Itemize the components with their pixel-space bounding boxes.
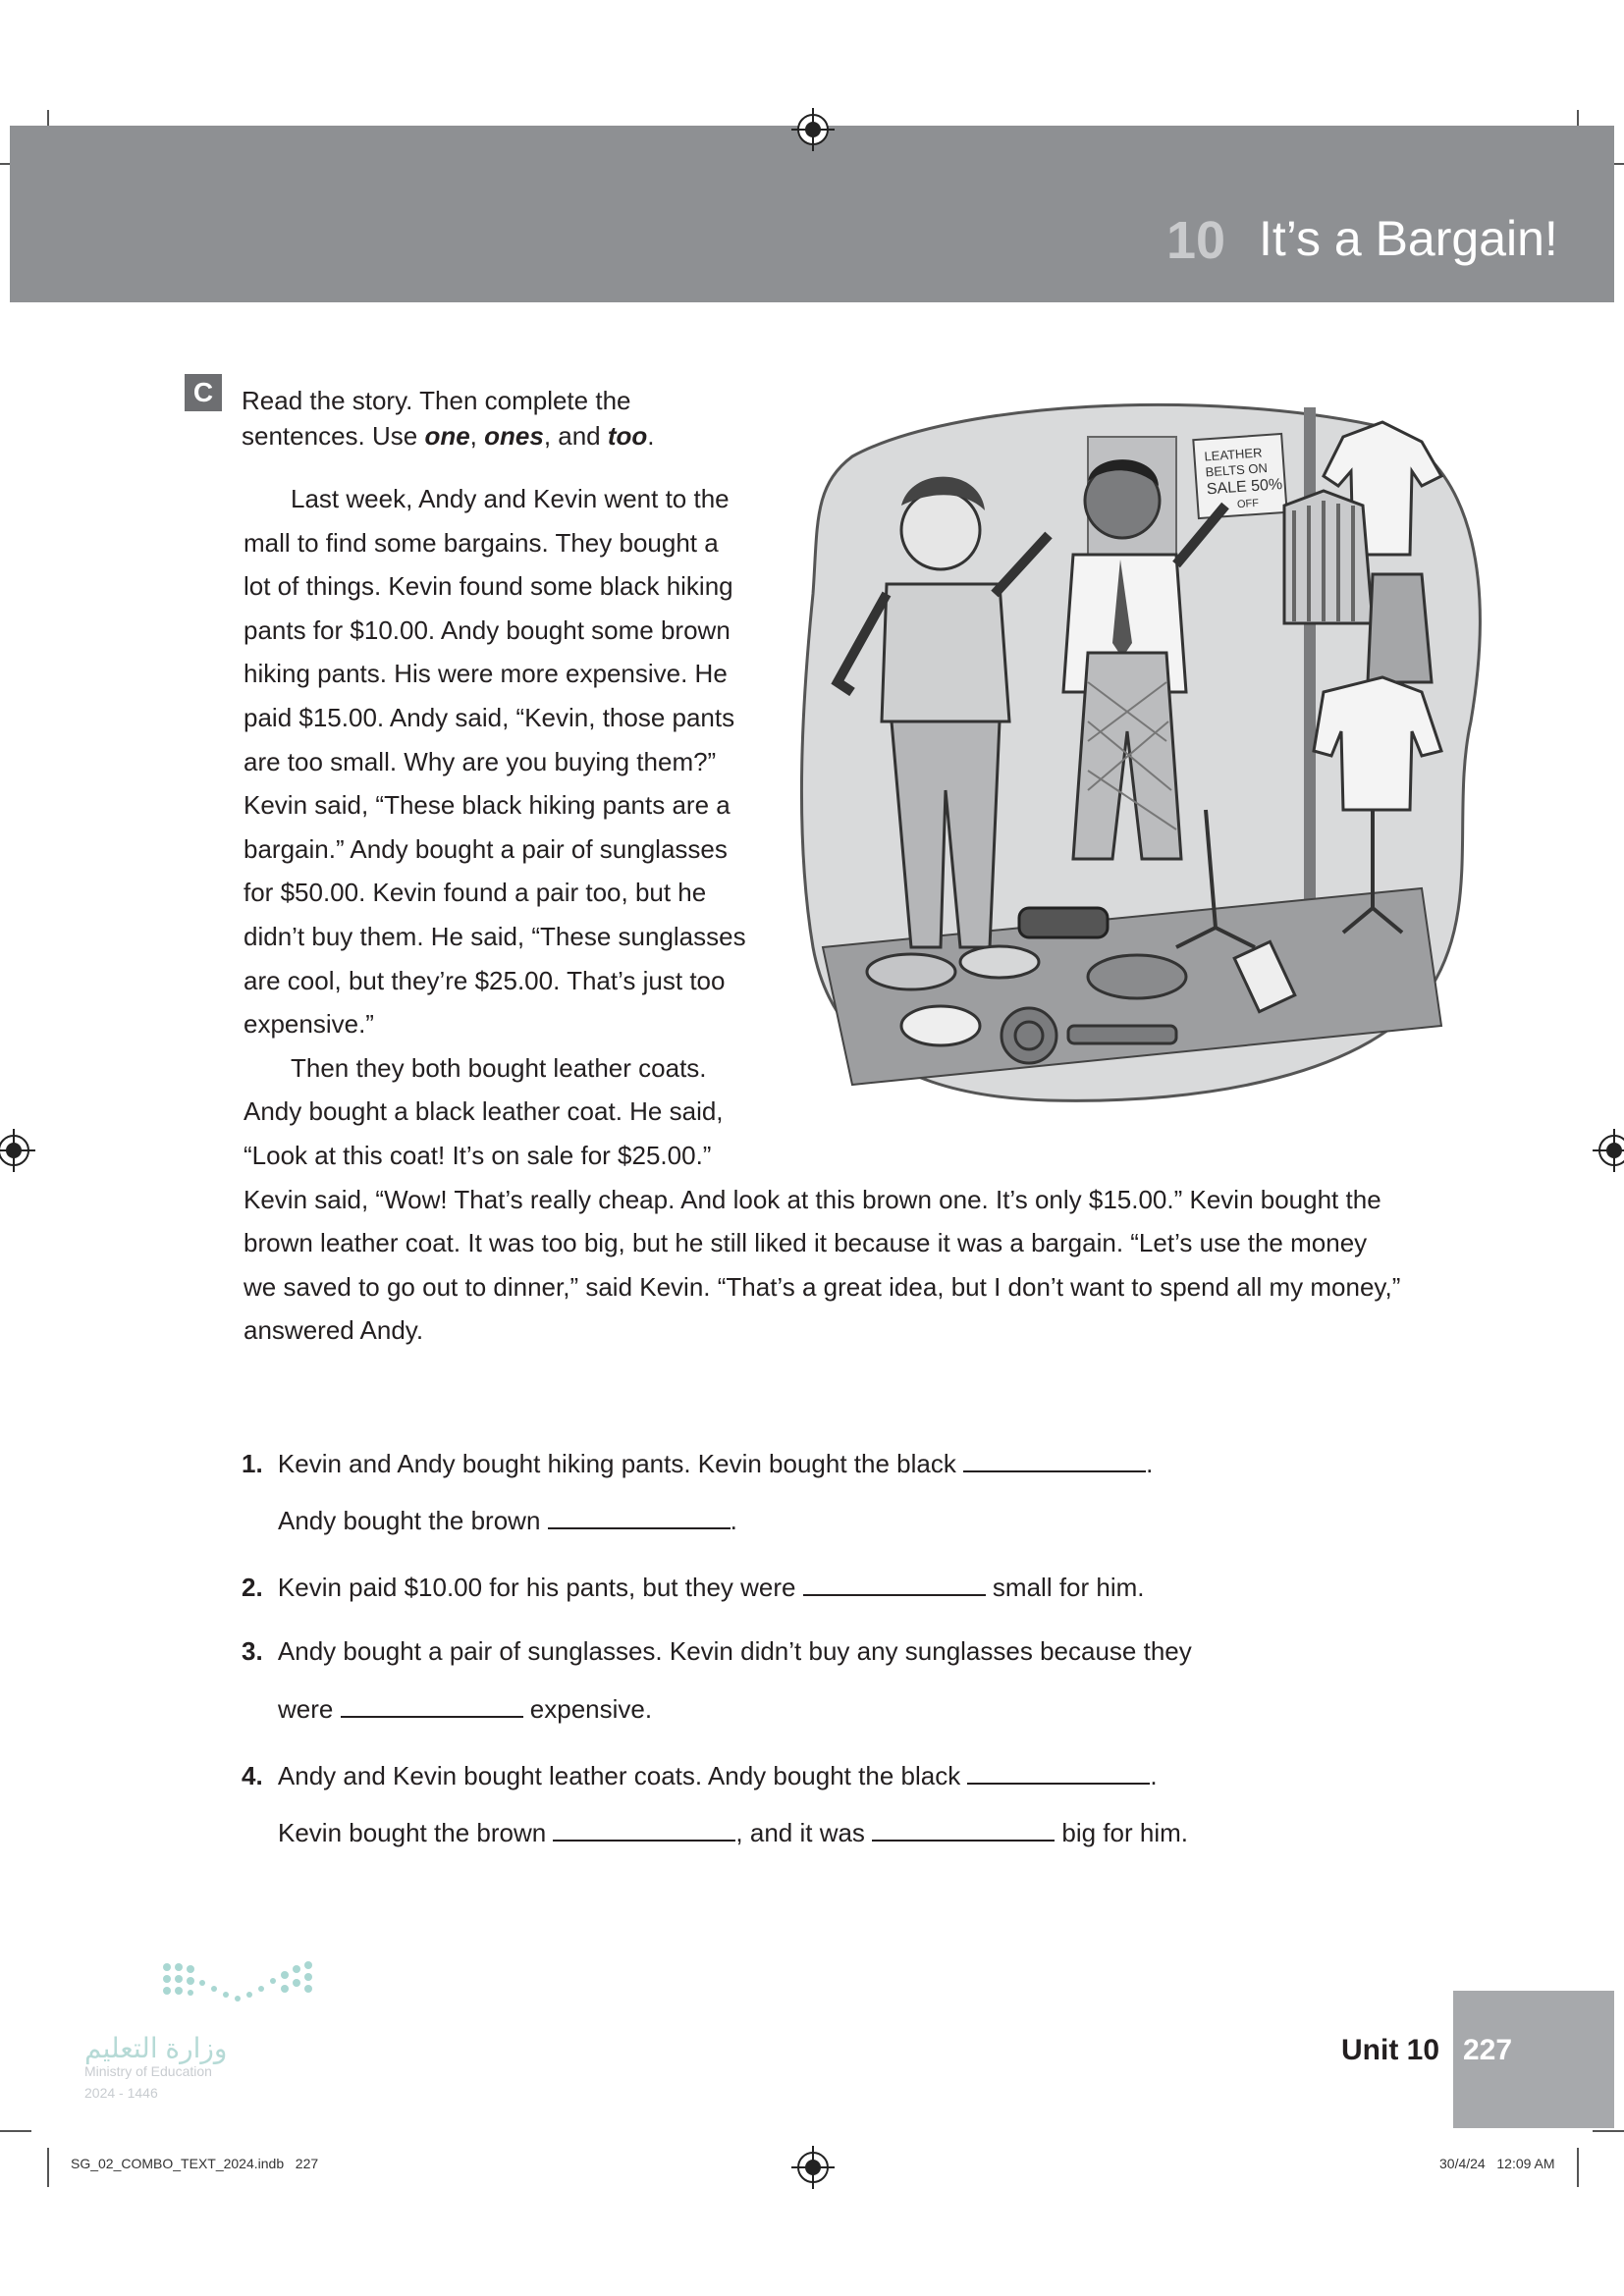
registration-mark-icon: [1598, 1135, 1624, 1166]
registration-mark-icon: [797, 114, 829, 145]
instructions-line: Read the story. Then complete the: [242, 386, 631, 415]
registration-mark-icon: [0, 1135, 29, 1166]
unit-title: It’s a Bargain!: [1259, 211, 1558, 266]
exercise-number: 4.: [242, 1761, 263, 1790]
story-line: pants for $10.00. Andy bought some brown: [244, 614, 731, 645]
answer-blank[interactable]: [341, 1690, 523, 1718]
section-letter-badge: C: [185, 374, 222, 411]
exercise-item-4: 4. Andy and Kevin bought leather coats. Andy bought the black .: [242, 1757, 1158, 1793]
sale-sign-line: OFF: [1236, 497, 1260, 511]
story-line: expensive.”: [244, 1009, 374, 1040]
exercise-number: 2.: [242, 1573, 263, 1602]
exercise-text: Andy bought the brown: [278, 1506, 548, 1535]
footer-unit-label: Unit 10: [1341, 2034, 1440, 2066]
story-line: Kevin said, “These black hiking pants are a: [244, 790, 731, 821]
story-line: we saved to go out to dinner,” said Kevin. “That’s a great idea, but I don’t want to spend all my money,”: [244, 1271, 1401, 1302]
story-line: lot of things. Kevin found some black hiking: [244, 571, 733, 602]
exercise-text: Andy and Kevin bought leather coats. Andy bought the black: [277, 1761, 968, 1790]
shopping-illustration: [793, 398, 1492, 1109]
exercise-item-4-line-2: Kevin bought the brown , and it was big for him.: [278, 1814, 1188, 1850]
keyword-ones: ones: [484, 421, 544, 451]
page-number: 227: [1463, 2034, 1513, 2066]
exercise-text: Kevin bought the brown: [278, 1818, 554, 1847]
story-line: are too small. Why are you buying them?”: [244, 746, 717, 776]
crop-mark: [0, 2130, 31, 2132]
answer-blank[interactable]: [553, 1814, 735, 1842]
keyword-too: too: [607, 421, 648, 451]
exercise-item-1: 1. Kevin and Andy bought hiking pants. Kevin bought the black .: [242, 1445, 1153, 1481]
instructions-line: sentences. Use one, ones, and too.: [242, 421, 655, 451]
story-line: didn’t buy them. He said, “These sunglasses: [244, 921, 746, 951]
sale-sign-line: BELTS ON: [1205, 460, 1269, 480]
exercise-text: were: [278, 1694, 341, 1724]
ministry-name-english: Ministry of Education: [84, 2063, 212, 2079]
slug-date: 30/4/24 12:09 AM: [1439, 2156, 1555, 2171]
story-line: are cool, but they’re $25.00. That’s just too: [244, 965, 726, 995]
story-line: mall to find some bargains. They bought a: [244, 527, 719, 558]
story-line: Then they both bought leather coats.: [291, 1052, 707, 1083]
answer-blank[interactable]: [872, 1814, 1055, 1842]
sale-sign-line: SALE 50%: [1206, 476, 1283, 499]
exercise-text: Andy bought a pair of sunglasses. Kevin didn’t buy any sunglasses because they: [277, 1636, 1192, 1666]
registration-mark-icon: [797, 2152, 829, 2183]
story-line: answered Andy.: [244, 1315, 424, 1346]
keyword-one: one: [424, 421, 470, 451]
story-line: paid $15.00. Andy said, “Kevin, those pants: [244, 702, 735, 732]
ministry-logo-icon: [157, 1959, 324, 2014]
section-instructions: [242, 383, 752, 454]
unit-number: 10: [1166, 211, 1226, 270]
story-line: hiking pants. His were more expensive. He: [244, 659, 728, 689]
ministry-name-arabic: وزارة التعليم: [84, 2033, 228, 2063]
sale-sign-line: LEATHER: [1203, 445, 1263, 464]
crop-mark: [1593, 2130, 1624, 2132]
story-line: brown leather coat. It was too big, but he still liked it because it was a bargain. “Let’s use the money: [244, 1228, 1368, 1258]
answer-blank[interactable]: [967, 1757, 1150, 1785]
answer-blank[interactable]: [548, 1502, 731, 1529]
story-line: Last week, Andy and Kevin went to the: [291, 484, 730, 513]
story-paragraph-1: [244, 477, 762, 1046]
exercise-number: 3.: [242, 1636, 263, 1666]
exercise-item-1-line-2: Andy bought the brown .: [278, 1502, 737, 1538]
exercise-text: Kevin and Andy bought hiking pants. Kevin bought the black: [277, 1449, 964, 1478]
answer-blank[interactable]: [803, 1569, 986, 1596]
exercise-text: Kevin paid $10.00 for his pants, but they were: [277, 1573, 803, 1602]
ministry-year: 2024 - 1446: [84, 2085, 158, 2101]
story-line: bargain.” Andy bought a pair of sunglasses: [244, 833, 728, 864]
crop-mark: [1577, 2148, 1579, 2187]
story-line: for $50.00. Kevin found a pair too, but he: [244, 878, 707, 908]
exercise-item-3: [242, 1633, 1192, 1669]
exercise-item-2: 2. Kevin paid $10.00 for his pants, but they were small for him.: [242, 1569, 1145, 1605]
crop-mark: [47, 2148, 49, 2187]
exercise-item-3-line-2: were expensive.: [278, 1690, 652, 1727]
slug-file-name: SG_02_COMBO_TEXT_2024.indb 227: [71, 2156, 319, 2171]
story-line: Andy bought a black leather coat. He said,: [244, 1096, 724, 1127]
answer-blank[interactable]: [963, 1445, 1146, 1472]
exercise-number: 1.: [242, 1449, 263, 1478]
story-line: Kevin said, “Wow! That’s really cheap. And look at this brown one. It’s only $15.00.” Kevin bought the: [244, 1184, 1381, 1214]
story-line: “Look at this coat! It’s on sale for $25.00.”: [244, 1140, 712, 1170]
